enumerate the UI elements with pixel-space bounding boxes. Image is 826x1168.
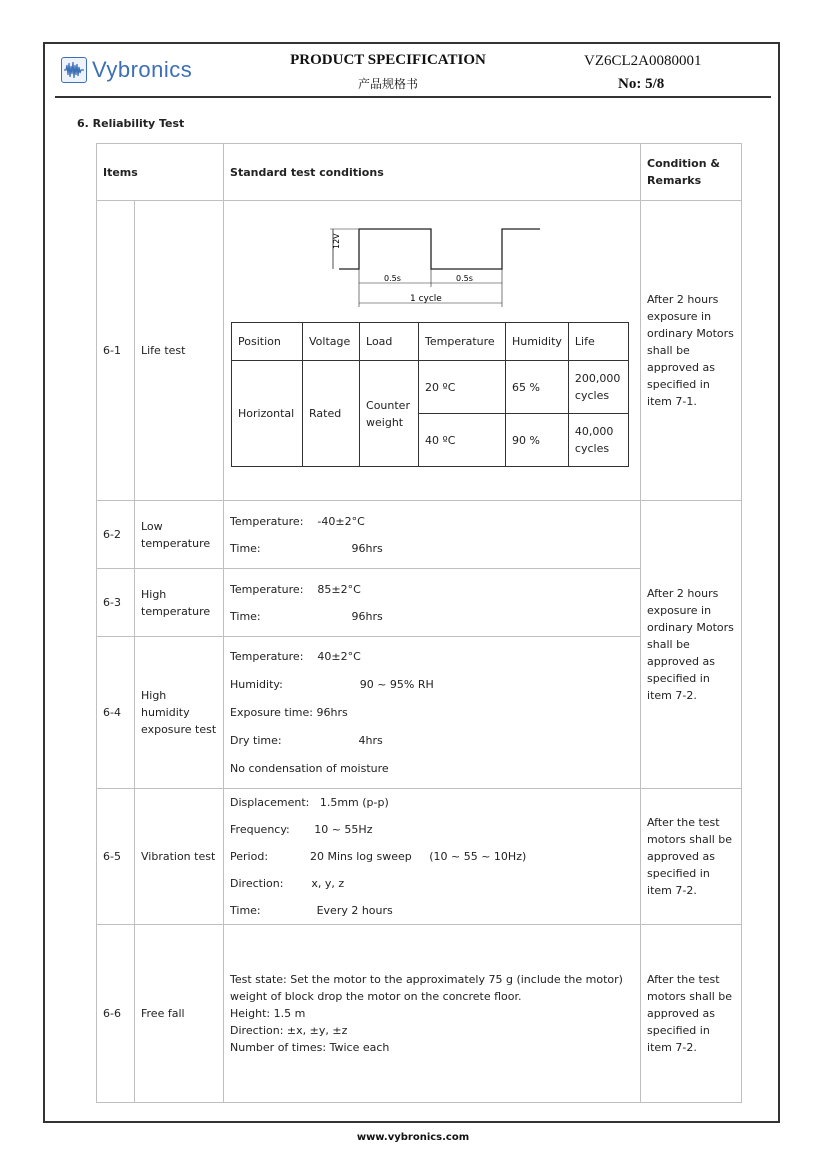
item-name: Life test [135, 201, 224, 501]
page-number: No: 5/8 [618, 76, 665, 92]
header-rule [55, 96, 771, 98]
group-remark: After 2 hours exposure in ordinary Motors shall be approved as specified in item 7-2. [641, 501, 742, 789]
position-value: Horizontal [232, 361, 303, 467]
item-name: Vibration test [135, 789, 224, 925]
document-title: PRODUCT SPECIFICATION [290, 52, 486, 68]
cycle-label: 1 cycle [410, 294, 442, 304]
reliability-test-table [96, 143, 742, 1103]
header-conditions: Standard test conditions [224, 144, 641, 201]
item-remark: After the test motors shall be approved as specified in item 7-2. [641, 925, 742, 1103]
table-row [97, 925, 742, 1103]
item-name: High temperature [135, 569, 224, 637]
half-period-b-label: 0.5s [456, 274, 473, 283]
item-id: 6-4 [97, 637, 135, 789]
item-conditions: Displacement: 1.5mm (p-p) Frequency: 10 ~ 55Hz Period: 20 Mins log sweep (10 ~ 55 ~ 10Hz) Direction: x, y, z Time: Every 2 hours [224, 789, 641, 925]
item-id: 6-1 [97, 201, 135, 501]
brand-name: Vybronics [92, 57, 193, 82]
table-row [97, 501, 742, 569]
load-value: Counter weight [360, 361, 419, 467]
item-conditions: Test state: Set the motor to the approximately 75 g (include the motor) weight of block drop the motor on the concrete floor. Height: 1.5 m Direction: ±x, ±y, ±z Number of times: Twice each [224, 925, 641, 1103]
brand-logo [61, 56, 192, 84]
half-period-a-label: 0.5s [384, 274, 401, 283]
document-number: VZ6CL2A0080001 [584, 53, 702, 69]
item-remark: After 2 hours exposure in ordinary Motors shall be approved as specified in item 7-1. [641, 201, 742, 501]
life-test-table [231, 322, 629, 467]
table-row [97, 789, 742, 925]
item-name: Low temperature [135, 501, 224, 569]
item-conditions: Temperature: -40±2°C Time: 96hrs [224, 501, 641, 569]
voltage-label: 12V [332, 233, 342, 249]
life-table-row: Horizontal Rated Counter weight 20 ºC 65 % 200,000 cycles [232, 361, 629, 414]
life-table-header: Position Voltage Load Temperature Humidity Life [232, 323, 629, 361]
document-subtitle: 产品规格书 [357, 77, 418, 91]
pulse-waveform-diagram [224, 201, 640, 322]
item-id: 6-6 [97, 925, 135, 1103]
table-header-row [97, 144, 742, 201]
waveform-svg [324, 221, 544, 311]
vibration-wave-icon [61, 57, 87, 83]
item-id: 6-5 [97, 789, 135, 925]
header-items: Items [97, 144, 224, 201]
item-remark: After the test motors shall be approved as specified in item 7-2. [641, 789, 742, 925]
item-conditions: Temperature: 85±2°C Time: 96hrs [224, 569, 641, 637]
table-row [97, 201, 742, 501]
item-id: 6-3 [97, 569, 135, 637]
life-table-row: 40 ºC 90 % 40,000 cycles [232, 414, 629, 467]
section-title: 6. Reliability Test [77, 117, 185, 130]
item-name: Free fall [135, 925, 224, 1103]
voltage-value: Rated [303, 361, 360, 467]
item-conditions: Temperature: 40±2°C Humidity: 90 ~ 95% RH Exposure time: 96hrs Dry time: 4hrs No condensation of moisture [224, 637, 641, 789]
item-name: High humidity exposure test [135, 637, 224, 789]
life-test-conditions [224, 201, 641, 501]
header-remarks: Condition & Remarks [641, 144, 742, 201]
footer-url: www.vybronics.com [356, 1132, 470, 1143]
item-id: 6-2 [97, 501, 135, 569]
